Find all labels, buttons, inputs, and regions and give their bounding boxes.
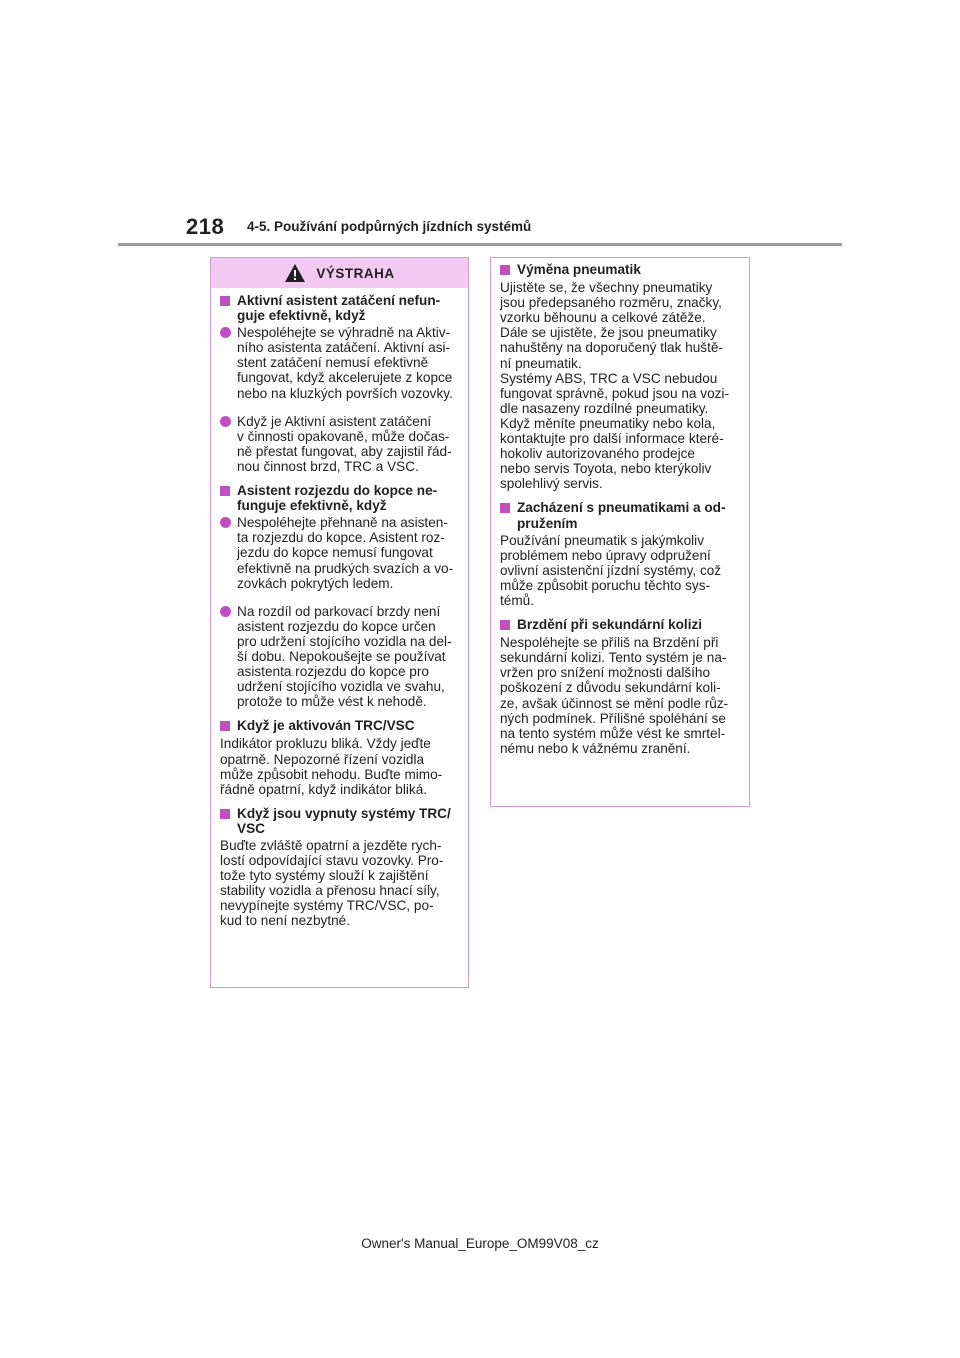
text-line: problémem nebo úpravy odpružení xyxy=(500,547,711,563)
text-line: na tento systém může vést ke smrtel- xyxy=(500,725,726,741)
text-line: Když je aktivován TRC/VSC xyxy=(237,718,415,734)
paragraph-trc-vsc-active xyxy=(220,736,459,796)
heading-trc-vsc-off xyxy=(220,806,459,836)
text-line: Buďte zvláště opatrní a jezděte rych- xyxy=(220,838,442,853)
text-line: ných podmínek. Přílišné spoléhání se xyxy=(500,710,726,726)
text-line: ně přestat fungovat, aby zajistil řád- xyxy=(237,443,452,459)
text-line: nahuštěny na doporučený tlak huště- xyxy=(500,340,723,356)
footer-text: Owner's Manual_Europe_OM99V08_cz xyxy=(361,1236,599,1251)
square-bullet-icon xyxy=(220,486,230,496)
text-line: Když měníte pneumatiky nebo kola, xyxy=(500,415,716,431)
text-line: Dále se ujistěte, že jsou pneumatiky xyxy=(500,325,717,341)
text-line: asistenta rozjezdu do kopce pro xyxy=(237,664,429,680)
text-line: lostí odpovídající stavu vozovky. Pro- xyxy=(220,853,444,869)
text-line: stability vozidla a přenosu hnací síly, xyxy=(220,883,440,899)
text-line: sekundární kolizi. Tento systém je na- xyxy=(500,650,727,666)
round-bullet-icon xyxy=(220,517,231,528)
header-rule xyxy=(118,243,842,246)
heading-tire-change xyxy=(500,262,740,278)
page-number: 218 xyxy=(186,214,225,239)
text-line: Asistent rozjezdu do kopce ne- xyxy=(237,483,438,499)
heading-secondary-collision xyxy=(500,617,740,633)
text-line: Zacházení s pneumatikami a od- xyxy=(517,500,726,516)
warning-content xyxy=(211,288,468,929)
text-line: může způsobit nehodu. Buďte mimo- xyxy=(220,766,443,782)
paragraph-secondary-collision xyxy=(500,635,740,756)
warning-triangle-icon xyxy=(284,263,306,283)
round-bullet-icon xyxy=(220,606,231,617)
section-title: 4-5. Používání podpůrných jízdních systémů xyxy=(247,219,532,234)
text-line: ní pneumatik. xyxy=(500,355,582,371)
warning-title: VÝSTRAHA xyxy=(316,265,395,281)
square-bullet-icon xyxy=(500,503,510,513)
square-bullet-icon xyxy=(220,809,230,819)
text-line: Výměna pneumatik xyxy=(517,262,641,277)
heading-tire-handling xyxy=(500,500,740,530)
text-line: udržení stojícího vozidla ve svahu, xyxy=(237,679,445,695)
text-line: témů. xyxy=(500,592,534,608)
text-line: opatrně. Nepozorné řízení vozidla xyxy=(220,751,425,767)
text-line: protože to může vést k nehodě. xyxy=(237,694,427,710)
round-bullet-icon xyxy=(220,416,231,427)
text-line: ze, avšak účinnost se mění podle růz- xyxy=(500,695,729,711)
text-line: Systémy ABS, TRC a VSC nebudou xyxy=(500,370,718,386)
text-line: hokoliv autorizovaného prodejce xyxy=(500,446,695,462)
text-line: může způsobit poruchu těchto sys- xyxy=(500,577,711,593)
bullet-hill-start-2 xyxy=(220,604,459,710)
paragraph-tire-change xyxy=(500,280,740,491)
text-line: kontaktujte pro další informace které- xyxy=(500,431,724,447)
bullet-active-steering-1 xyxy=(220,325,459,400)
heading-hill-start xyxy=(220,483,459,513)
bullet-hill-start-1 xyxy=(220,515,459,590)
text-line: nebo na kluzkých površích vozovky. xyxy=(237,385,453,401)
text-line: nou činnost brzd, TRC a VSC. xyxy=(237,458,419,474)
text-line: Když jsou vypnuty systémy TRC/ xyxy=(237,805,451,821)
text-line: vržen pro snížení možnosti dalšího xyxy=(500,665,711,681)
text-line: funguje efektivně, když xyxy=(237,498,387,514)
text-line: poškození z důvodu sekundární koli- xyxy=(500,680,721,696)
text-line: pružením xyxy=(517,515,578,531)
paragraph-tire-handling xyxy=(500,533,740,608)
text-line: dle nasazeny rozdílné pneumatiky. xyxy=(500,400,709,416)
text-line: řádně opatrní, když indikátor bliká. xyxy=(220,781,428,797)
text-line: ší dobu. Nepokoušejte se používat xyxy=(237,648,446,664)
text-line: nebo servis Toyota, nebo kterýkoliv xyxy=(500,461,712,477)
text-line: Používání pneumatik s jakýmkoliv xyxy=(500,532,704,548)
text-line: guje efektivně, když xyxy=(237,308,366,324)
text-line: spolehlivý servis. xyxy=(500,476,603,492)
text-line: tože tyto systémy slouží k zajištění xyxy=(220,868,429,884)
text-line: Brzdění při sekundární kolizi xyxy=(517,617,703,633)
heading-trc-vsc-active xyxy=(220,718,459,734)
square-bullet-icon xyxy=(500,265,510,275)
square-bullet-icon xyxy=(500,620,510,630)
text-line: Nespoléhejte přehnaně na asisten- xyxy=(237,515,448,531)
square-bullet-icon xyxy=(220,721,230,731)
text-line: fungovat, když akcelerujete z kopce xyxy=(237,370,453,386)
text-line: Nespoléhejte se příliš na Brzdění při xyxy=(500,635,719,651)
warning-box xyxy=(210,257,469,988)
text-line: asistent rozjezdu do kopce určen xyxy=(237,618,436,634)
text-line: nevypínejte systémy TRC/VSC, po- xyxy=(220,898,434,914)
text-line: vzorku běhounu a celkové zátěže. xyxy=(500,310,706,326)
text-line: nému nebo k vážnému zranění. xyxy=(500,740,691,756)
text-line: Nespoléhejte se výhradně na Aktiv- xyxy=(237,325,451,341)
text-line: Aktivní asistent zatáčení nefun- xyxy=(237,293,441,308)
text-line: Na rozdíl od parkovací brzdy není xyxy=(237,603,441,619)
round-bullet-icon xyxy=(220,327,231,338)
text-line: ta rozjezdu do kopce. Asistent roz- xyxy=(237,530,445,546)
text-line: Ujistěte se, že všechny pneumatiky xyxy=(500,280,713,296)
warning-header xyxy=(211,258,468,288)
square-bullet-icon xyxy=(220,296,230,306)
text-line: jsou předepsaného rozměru, značky, xyxy=(500,295,722,311)
text-line: Když je Aktivní asistent zatáčení xyxy=(237,413,432,429)
text-line: efektivně na prudkých svazích a vo- xyxy=(237,560,454,576)
text-line: v činnosti opakovaně, může dočas- xyxy=(237,428,450,444)
text-line: kud to není nezbytné. xyxy=(220,913,350,929)
heading-active-steering xyxy=(220,293,459,323)
text-line: pro udržení stojícího vozidla na del- xyxy=(237,633,452,649)
text-line: ovlivní asistenční jízdní systémy, což xyxy=(500,562,722,578)
warning-content-continued xyxy=(491,258,749,756)
warning-box-continued xyxy=(490,257,750,807)
text-line: VSC xyxy=(237,820,265,836)
text-line: Indikátor prokluzu bliká. Vždy jeďte xyxy=(220,736,431,752)
text-line: ního asistenta zatáčení. Aktivní asi- xyxy=(237,340,451,356)
text-line: jezdu do kopce nemusí fungovat xyxy=(237,545,433,561)
text-line: fungovat správně, pokud jsou na vozi- xyxy=(500,385,729,401)
text-line: zovkách pokrytých ledem. xyxy=(237,575,394,591)
text-line: stent zatáčení nemusí efektivně xyxy=(237,355,429,371)
paragraph-trc-vsc-off xyxy=(220,838,459,929)
bullet-active-steering-2 xyxy=(220,414,459,474)
